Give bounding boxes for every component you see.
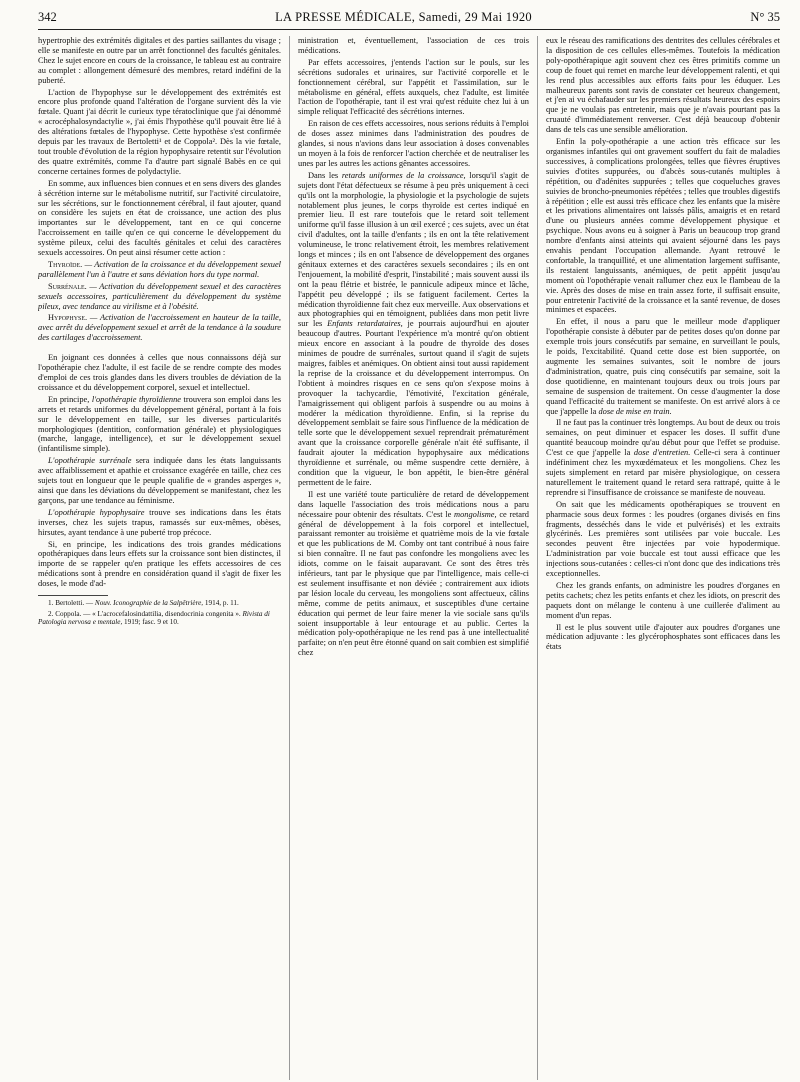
publication-title: LA PRESSE MÉDICALE, Samedi, 29 Mai 1920	[275, 10, 532, 24]
paragraph: L'action de l'hypophyse sur le développement des extrémités est encore plus profonde quand l'altération de l'organe survient dès la vie fœtale. Quant j'ai décrit le curieux type tératoclinique que j'ai dénommé « acrocéphalosyndactylie », j'ai émis l'hypothèse qu'il pouvait être lié à des altérations fœtales de l'hypophyse. Cette hypothèse s'est confirmée depuis par les travaux de Bertoletti¹ et de Coppola². Dès la vie fœtale, tout trouble d'évolution de la région hypophysaire retentit sur l'évolution des quatre extrémités, comme l'a d'autre part signalé Babès en ce qui concerne certaines formes de polydactylie.	[38, 87, 281, 176]
paragraph: ministration et, éventuellement, l'association de ces trois médications.	[298, 36, 529, 55]
paragraph: En joignant ces données à celles que nous connaissons déjà sur l'opothérapie chez l'adulte, il est facile de se rendre compte des modes d'emploi de ces trois glandes dans les divers troubles de déviation de la croissance et du développement corporel, sexuel et intellectuel.	[38, 353, 281, 392]
paragraph: En raison de ces effets accessoires, nous serions réduits à l'emploi de doses assez minimes dans l'administration des poudres de glandes, si nous n'avions dans leur association à doses convenables un moyen à la fois de renforcer l'action cherchée et de neutraliser les unes par les autres les actions gênantes accessoires.	[298, 119, 529, 168]
definition-term: Hypophyse.	[48, 313, 88, 323]
definition-surrenale	[38, 282, 281, 312]
paragraph: En somme, aux influences bien connues et en sens divers des glandes à sécrétion interne sur le métabolisme nutritif, sur l'activité circulatoire, sur les sécrétions, sur le fonctionnement cérébral, il faut ajouter, quand on considère les sujets en état de croissance, une action des plus importantes sur le développement, tant en ce qui concerne l'accroissement en taille qu'en ce qui concerne le développement du système pileux, celui des facultés génitales et celui des caractères sexuels accessoires. On peut ainsi résumer cette action :	[38, 178, 281, 258]
definition-term: Surrénale.	[48, 281, 87, 291]
definition-term: Thyroïde.	[48, 259, 83, 269]
definition-hypophyse	[38, 313, 281, 343]
definition-text: — Activation de la croissance et du développement sexuel parallèlement l'un à l'autre et sans déviation hors du type normal.	[38, 259, 281, 279]
footnote-1: 1. Bertoletti. — Nouv. Iconographie de la Salpêtrière, 1914, p. 11.	[48, 599, 239, 608]
paragraph: L'opothérapie hypophysaire trouve ses indications dans les états inverses, chez les sujets trapus, ramassés sur eux-mêmes, obèses, hirsutes, ayant tendance à une puberté trop précoce.	[38, 507, 282, 537]
footnote-rule	[38, 595, 108, 596]
definition-text: — Activation de l'accroissement en hauteur de la taille, avec arrêt du développement sexuel et arrêt de la tendance à la soudure des cartilages d'accroissement.	[38, 313, 281, 343]
paragraph: En principe, l'opothérapie thyroïdienne trouvera son emploi dans les arrets et retards uniformes du développement général, portant à la fois sur le développement en taille, sur les diverses particularités morphologiques (dentition, conformation générale) et physiologiques (marche, langage, intelligence), et sur le développement sexuel (infantilisme simple).	[38, 394, 282, 454]
article-columns	[38, 36, 780, 1080]
paragraph: Enfin la poly-opothérapie a une action très efficace sur les organismes infantiles qui ont gravement souffert du fait de maladies successives, à complications prolongées, telles que fièvres éruptives suivies d'otites suppurées, ou d'abcès sous-cutanés multiples à répétition, ou d'adénites suppurées ; telles que coqueluches graves suivies de broncho-pneumonies répétées ; telles que troubles digestifs à répétition ; elle est aussi très efficace chez les enfants que la misère et les privations alimentaires ont laissés pâlis, amaigris et en retard d'une ou plusieurs années comme développement physique et psychique. Nous avons eu à soigner à Paris un beaucoup trop grand nombre d'enfants ainsi atteints qui avaient séjourné dans les pays envahis pendant l'occupation allemande. Ayant retrouvé le confortable, la tranquillité, et une alimentation largement suffisante, ils restaient languissants, anémiques, de petit appétit jusqu'au moment où l'opothérapie venait rallumer chez eux le flambeau de la vie. Après des doses de mise en train assez forte, il suffisait ensuite, pour entretenir l'activité de la croissance et la santé revenue, de doses minimes et espacées.	[546, 137, 780, 315]
paragraph: Si, en principe, les indications des trois grandes médications opothérapiques dans leurs effets sur la croissance sont bien distinctes, il importe de se rappeler qu'en pratique les effets accessoires de ces médications sont à prendre en considération quand il s'agit de fixer les doses, le mode d'ad-	[38, 539, 281, 589]
page-number: 342	[38, 10, 57, 24]
column-3	[537, 36, 780, 1080]
paragraph: Il est le plus souvent utile d'ajouter aux poudres d'organes une médication adjuvante : les glycérophosphates sont efficaces dans les états	[546, 622, 780, 652]
paragraph: Par effets accessoires, j'entends l'action sur le pouls, sur les sécrétions sudorales et urinaires, sur l'activité corporelle et le fonctionnement cérébral, sur l'appétit et l'assimilation, sur le métabolisme en général, effets auxquels, chez l'adulte, est limitée l'action de l'opothérapie, tant il est vrai qu'est réduite chez lui à un simple reliquat l'efficacité des sécrétions internes.	[298, 57, 529, 117]
paragraph: Dans les retards uniformes de la croissance, lorsqu'il s'agit de sujets dont l'état défectueux se résume à peu près uniquement à ceci qu'ils ont la morphologie, la physiologie et la psychologie de sujets notablement plus jeunes, le corps thyroïde est certes indiqué en premier lieu. Il est rare toutefois que le retard soit tellement uniforme qu'il fasse illusion à un œil exercé ; ces sujets, avec un état civil d'adultes, ont la taille d'enfants ; ils en ont la tête relativement volumineuse, le tronc relativement étroit, les membres relativement longs et minces ; ils en ont l'absence de développement des organes génitaux externes et des caractères sexuels secondaires ; ils en ont l'enjouement, la mobilité d'esprit, l'instabilité ; mais souvent aussi ils ont la peau flétrie et bistrée, le pannicule adipeux mince et lâche, l'appétit peu développé ; ils se fatiguent facilement. Certes la médication thyroïdienne fait chez eux merveille. Aux observations et aux photographies qui en témoignent, publiées dans mon petit livre sur les Enfants retardataires, je pourrais aujourd'hui en ajouter beaucoup d'autres. Pourtant l'expérience m'a montré qu'on obtient mieux encore en associant à la poudre de thyroïde des doses minimes de poudre de surrénales, surtout quand il s'agit de sujets maigres, faibles et anémiques. On obtient ainsi tout aussi rapidement la reprise de la croissance et du développement interrompus. On l'obtient à moindres risques en ce sens qu'on s'expose moins à provoquer la tachycardie, l'émotivité, l'excitation générale, l'amaigrissement qui obligent parfois à suspendre ou au moins à modérer la médication thyroïdienne. Enfin, si la reprise du développement semblait se faire sous l'influence de la médication de telle sorte que le développement sexuel reprendrait prématurément avant que la croissance corporelle générale n'ait été suffisante, il faudrait ajouter la médication hypophysaire aux médications thyroïdienne et surrénale, ou même suspendre cette dernière, à condition que la vigueur, le bon appétit, le bien-être général permettent de le faire.	[298, 170, 529, 487]
issue-number: N° 35	[750, 10, 780, 24]
page-header	[38, 10, 780, 30]
paragraph: Il est une variété toute particulière de retard de développement dans laquelle l'association des trois médications nous a paru nécessaire pour obtenir des résultats. C'est le mongolisme, ce retard général de développement à la fois corporel et intellectuel, paraissant remonter au troisième et quatrième mois de la vie fœtale et que les publications de M. Comby ont tant contribué à nous faire si bien connaître. Il ne faut pas confondre les mongoliens avec les idiots, comme on le faisait auparavant. Ce sont des êtres très inférieurs, tant par le physique que par l'intelligence, mais celle-ci est seulement insuffisante et non déviée ; contrairement aux idiots par lésion locale du cerveau, les mongoliens sont affectueux, câlins même, comme de petits animaux, et susceptibles d'une certaine éducation qui permet de leur faire mener la vie sociale sans qu'ils soient insupportable à leur entourage et au public. Certes la médication poly-opothérapique ne les rend pas à une intellectualité parfaite; on n'en peut être étonné quand on sait combien est simplifié chez	[298, 489, 529, 658]
definition-text: — Activation du développement sexuel et des caractères sexuels accessoires, particulièrement du développement du système pileux, avec tendance au virilisme et à l'obésité.	[38, 281, 281, 311]
paragraph: Chez les grands enfants, on administre les poudres d'organes en petits cachets; chez les petits enfants et chez les idiots, on prescrit des paquets dont on mélange le contenu à une cuillerée d'aliment au moment d'un repas.	[546, 580, 780, 620]
column-1	[38, 36, 289, 1080]
paragraph: hypertrophie des extrémités digitales et des parties saillantes du visage ; elle se manifeste en outre par un arrêt fonctionnel des facultés génitales. Chez le sujet encore en cours de la croissance, le tableau est au contraire au complet : allongement démesuré des membres, retard indéfini de la puberté.	[38, 36, 281, 85]
column-2	[289, 36, 537, 1080]
definition-thyroide	[38, 260, 281, 280]
paragraph: On sait que les médicaments opothérapiques se trouvent en pharmacie sous deux formes : les poudres (organes divisés en fins fragments, desséchés dans le vide et pulvérisés) et les extraits glycérinés. Les premières sont utilisées par voie buccale. Les secondes peuvent être injectées par voie hypodermique. L'administration par voie buccale est tout aussi efficace que les injections sous-cutanées : celles-ci n'ont donc que des indications très exceptionnelles.	[546, 499, 780, 579]
paragraph: L'opothérapie surrénale sera indiquée dans les états languissants avec affaiblissement et apathie et croissance exagérée en taille, chez ces sujets tout en longueur que le peuple qualifie de « grandes asperges », ainsi que dans les déviations du développement se manifestant, chez les garçons, par une tendance au féminisme.	[38, 456, 282, 505]
paragraph: Il ne faut pas la continuer très longtemps. Au bout de deux ou trois semaines, on peut diminuer et espacer les doses. Il suffit d'une quantité beaucoup moindre qu'au début pour que l'effet se produise. C'est ce que j'appelle la dose d'entretien. Celle-ci sera à continuer indéfiniment chez les myxœdémateux et les mongoliens. Chez les sujets simplement en retard par misère physiologique, on cessera naturellement le traitement quand le retard sera rattrapé, quitte à le reprendre si l'insuffisance de croissance se manifeste de nouveau.	[546, 418, 780, 497]
footnote-2: 2. Coppola. — « L'acrocefalosindattilia, disendocrinia congenita ». Rivista di Patologia nervosa e mentale, 1919; fasc. 9 et 10.	[38, 609, 270, 627]
paragraph: eux le réseau des ramifications des dentrites des cellules cérébrales et la disposition de ces cellules elles-mêmes. Toutefois la médication poly-opothérapique agit souvent chez ces êtres primitifs comme un coup de fouet qui remet en marche leur développement ralenti, et qui les rend plus accessibles aux efforts faits pour les éduquer. Les malheureux parents sont ravis de constater cet heureux changement, et j'en ai vu échafauder sur les premiers résultats heureux des espoirs que je ne voulais pas entretenir, mais que je n'avais pourtant pas la cruauté d'immédiatement renverser. C'est déjà beaucoup d'obtenir dans de tels cas une sensible amélioration.	[546, 36, 780, 135]
paragraph: En effet, il nous a paru que le meilleur mode d'appliquer l'opothérapie consiste à débuter par de petites doses qu'on donne par exemple trois jours consécutifs par semaine, en surveillant le pouls, le poids, l'excitabilité. Quand cette dose est bien supportée, on augmente les semaines suivantes, soit le nombre de jours d'administration, quatre, puis cinq consécutifs par semaine, soit la dose quotidienne, en maintenant toujours deux ou trois jours par semaine de suspension de traitement. On cesse d'augmenter la dose quand l'efficacité du traitement se manifeste. On est arrivé alors à ce que j'appelle la dose de mise en train.	[546, 317, 780, 416]
